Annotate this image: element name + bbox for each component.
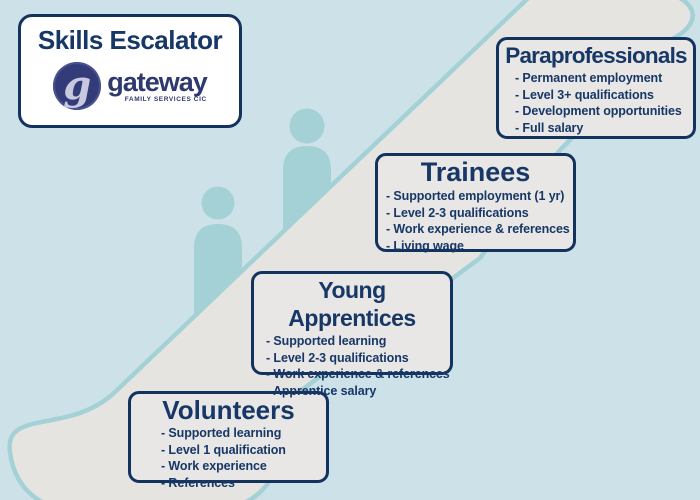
step-item: - Development opportunities [515, 104, 682, 118]
step-item: - Work experience & references [266, 367, 450, 381]
gateway-logo-icon: g [53, 62, 101, 110]
step-item: - Supported learning [161, 426, 282, 440]
step-item: - Work experience [161, 459, 267, 473]
step-item: - Level 3+ qualifications [515, 87, 654, 102]
step-title: Young Apprentices [288, 277, 416, 331]
step-box-paraprofessionals [496, 37, 696, 139]
title-card [18, 14, 242, 128]
logo-brand-text: gateway [107, 67, 207, 97]
step-title: Paraprofessionals [505, 43, 687, 68]
step-item: - Supported employment (1 yr) [386, 189, 565, 203]
step-item: - Level 2-3 qualifications [386, 205, 529, 220]
step-item: - Work experience & references [386, 222, 570, 236]
step-item: - Level 2-3 qualifications [266, 350, 409, 365]
step-item: - Full salary [515, 120, 584, 135]
step-title: Trainees [420, 157, 531, 187]
step-item: - Level 1 qualification [161, 442, 286, 457]
step-item: - Permanent employment [515, 71, 663, 85]
step-item: - Living wage [386, 238, 464, 253]
gateway-logo [21, 62, 239, 110]
step-box-young-apprentices [251, 271, 453, 398]
logo-tagline-text: FAMILY SERVICES CIC [124, 96, 207, 103]
step-item: - Supported learning [266, 334, 387, 348]
step-item: - References [161, 475, 235, 490]
step-item: - Apprentice salary [266, 383, 377, 398]
page-title: Skills Escalator [37, 25, 223, 55]
step-title: Volunteers [162, 395, 295, 425]
step-box-volunteers [128, 391, 329, 490]
step-box-trainees [375, 153, 576, 252]
